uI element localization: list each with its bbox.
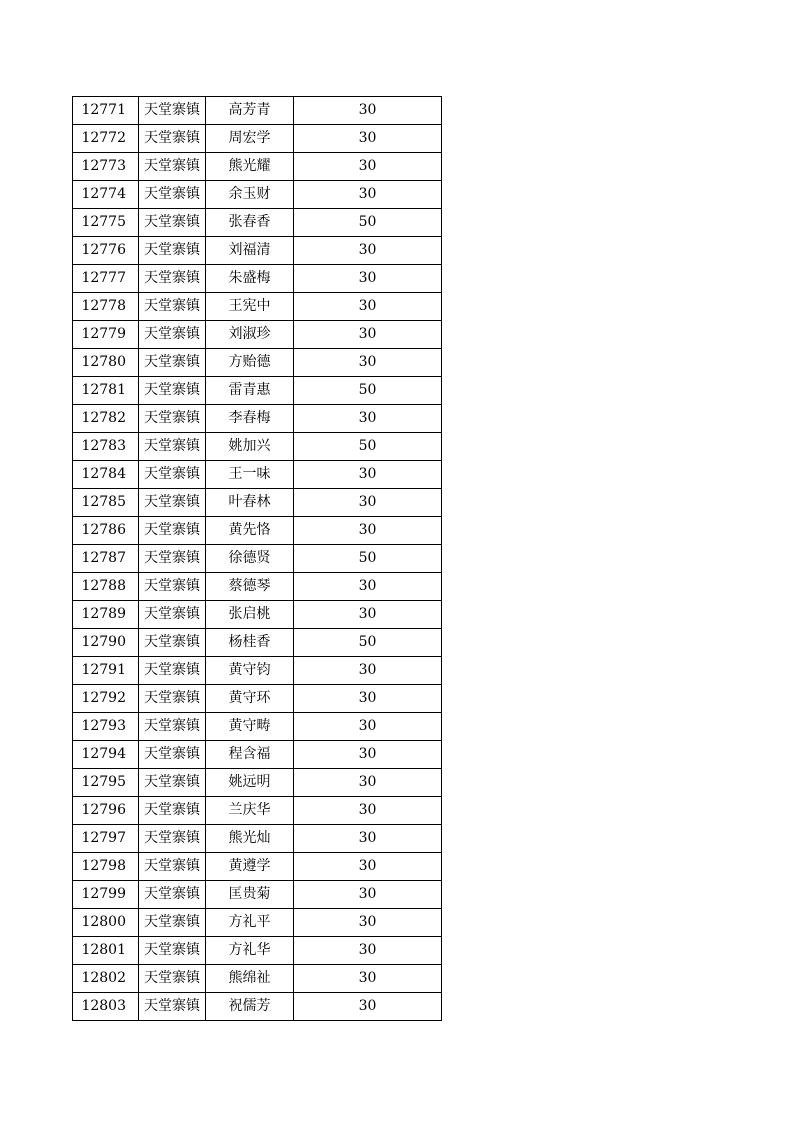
name-cell: 黄先恪 (206, 517, 294, 545)
name-cell: 李春梅 (206, 405, 294, 433)
id-cell (73, 909, 139, 937)
name-cell: 黄守钧 (206, 657, 294, 685)
town-cell: 天堂寨镇 (139, 461, 206, 489)
id-cell-text: 12800 (81, 914, 126, 930)
name-cell: 黄守环 (206, 685, 294, 713)
id-cell (73, 825, 139, 853)
name-cell: 余玉财 (206, 181, 294, 209)
id-cell-text: 12794 (81, 746, 126, 762)
amount-cell: 50 (294, 377, 442, 405)
name-cell: 张启桃 (206, 601, 294, 629)
id-cell-text: 12796 (81, 802, 126, 818)
id-cell (73, 433, 139, 461)
amount-cell: 50 (294, 209, 442, 237)
name-cell: 方礼华 (206, 937, 294, 965)
id-cell (73, 489, 139, 517)
name-cell: 蔡德琴 (206, 573, 294, 601)
id-cell (73, 965, 139, 993)
town-cell: 天堂寨镇 (139, 713, 206, 741)
amount-cell: 30 (294, 293, 442, 321)
amount-cell: 30 (294, 853, 442, 881)
table-row (73, 937, 442, 965)
id-cell (73, 517, 139, 545)
amount-cell: 30 (294, 153, 442, 181)
town-cell: 天堂寨镇 (139, 545, 206, 573)
table-row (73, 993, 442, 1021)
name-cell: 熊光耀 (206, 153, 294, 181)
amount-cell: 50 (294, 433, 442, 461)
name-cell: 张春香 (206, 209, 294, 237)
table-row (73, 741, 442, 769)
table-row (73, 517, 442, 545)
name-cell: 叶春林 (206, 489, 294, 517)
table-row (73, 377, 442, 405)
id-cell (73, 713, 139, 741)
amount-cell: 30 (294, 97, 442, 125)
id-cell-text: 12803 (81, 998, 126, 1014)
id-cell-text: 12783 (81, 438, 126, 454)
table-row (73, 433, 442, 461)
name-cell: 刘福清 (206, 237, 294, 265)
id-cell (73, 545, 139, 573)
table-row (73, 545, 442, 573)
table-row (73, 657, 442, 685)
name-cell: 方贻德 (206, 349, 294, 377)
town-cell: 天堂寨镇 (139, 433, 206, 461)
town-cell: 天堂寨镇 (139, 377, 206, 405)
town-cell: 天堂寨镇 (139, 629, 206, 657)
id-cell-text: 12779 (81, 326, 126, 342)
table-row (73, 237, 442, 265)
id-cell (73, 125, 139, 153)
table-row (73, 965, 442, 993)
name-cell: 王一味 (206, 461, 294, 489)
name-cell: 祝儒芳 (206, 993, 294, 1021)
name-cell: 姚加兴 (206, 433, 294, 461)
id-cell-text: 12777 (81, 270, 126, 286)
amount-cell: 30 (294, 181, 442, 209)
town-cell: 天堂寨镇 (139, 125, 206, 153)
table-row (73, 489, 442, 517)
id-cell (73, 573, 139, 601)
id-cell-text: 12784 (81, 466, 126, 482)
amount-cell: 30 (294, 461, 442, 489)
amount-cell: 50 (294, 629, 442, 657)
table-body (73, 97, 442, 1021)
town-cell: 天堂寨镇 (139, 685, 206, 713)
id-cell (73, 657, 139, 685)
table-row (73, 265, 442, 293)
id-cell (73, 769, 139, 797)
amount-cell: 30 (294, 489, 442, 517)
table-row (73, 209, 442, 237)
id-cell-text: 12775 (81, 214, 126, 230)
data-table (72, 96, 442, 1021)
table-row (73, 405, 442, 433)
id-cell-text: 12773 (81, 158, 126, 174)
id-cell (73, 265, 139, 293)
id-cell (73, 293, 139, 321)
name-cell: 徐德贤 (206, 545, 294, 573)
name-cell: 雷青惠 (206, 377, 294, 405)
table-row (73, 573, 442, 601)
name-cell: 兰庆华 (206, 797, 294, 825)
table-row (73, 909, 442, 937)
id-cell-text: 12791 (81, 662, 126, 678)
amount-cell: 30 (294, 237, 442, 265)
id-cell-text: 12772 (81, 130, 126, 146)
id-cell-text: 12776 (81, 242, 126, 258)
table-row (73, 293, 442, 321)
id-cell-text: 12792 (81, 690, 126, 706)
id-cell-text: 12787 (81, 550, 126, 566)
id-cell (73, 209, 139, 237)
table-row (73, 153, 442, 181)
amount-cell: 30 (294, 797, 442, 825)
town-cell: 天堂寨镇 (139, 937, 206, 965)
id-cell-text: 12781 (81, 382, 126, 398)
name-cell: 程含福 (206, 741, 294, 769)
town-cell: 天堂寨镇 (139, 909, 206, 937)
id-cell-text: 12780 (81, 354, 126, 370)
table-row (73, 349, 442, 377)
id-cell (73, 377, 139, 405)
id-cell (73, 993, 139, 1021)
table-row (73, 461, 442, 489)
town-cell: 天堂寨镇 (139, 321, 206, 349)
amount-cell: 30 (294, 713, 442, 741)
town-cell: 天堂寨镇 (139, 517, 206, 545)
town-cell: 天堂寨镇 (139, 349, 206, 377)
town-cell: 天堂寨镇 (139, 965, 206, 993)
town-cell: 天堂寨镇 (139, 209, 206, 237)
table-row (73, 881, 442, 909)
id-cell-text: 12778 (81, 298, 126, 314)
town-cell: 天堂寨镇 (139, 237, 206, 265)
name-cell: 朱盛梅 (206, 265, 294, 293)
name-cell: 黄守畴 (206, 713, 294, 741)
amount-cell: 30 (294, 517, 442, 545)
id-cell (73, 797, 139, 825)
amount-cell: 30 (294, 965, 442, 993)
id-cell-text: 12801 (81, 942, 126, 958)
name-cell: 高芳青 (206, 97, 294, 125)
table-row (73, 713, 442, 741)
id-cell (73, 881, 139, 909)
id-cell-text: 12793 (81, 718, 126, 734)
table-row (73, 321, 442, 349)
table-row (73, 629, 442, 657)
amount-cell: 30 (294, 349, 442, 377)
id-cell (73, 349, 139, 377)
id-cell (73, 237, 139, 265)
id-cell-text: 12774 (81, 186, 126, 202)
id-cell-text: 12782 (81, 410, 126, 426)
town-cell: 天堂寨镇 (139, 853, 206, 881)
id-cell (73, 461, 139, 489)
id-cell (73, 685, 139, 713)
id-cell-text: 12799 (81, 886, 126, 902)
name-cell: 周宏学 (206, 125, 294, 153)
table-row (73, 685, 442, 713)
town-cell: 天堂寨镇 (139, 825, 206, 853)
town-cell: 天堂寨镇 (139, 993, 206, 1021)
table-row (73, 853, 442, 881)
id-cell-text: 12802 (81, 970, 126, 986)
town-cell: 天堂寨镇 (139, 769, 206, 797)
table-row (73, 797, 442, 825)
id-cell-text: 12795 (81, 774, 126, 790)
table-row (73, 769, 442, 797)
amount-cell: 30 (294, 937, 442, 965)
id-cell (73, 181, 139, 209)
town-cell: 天堂寨镇 (139, 153, 206, 181)
name-cell: 黄遵学 (206, 853, 294, 881)
name-cell: 杨桂香 (206, 629, 294, 657)
name-cell: 熊绵祉 (206, 965, 294, 993)
amount-cell: 30 (294, 405, 442, 433)
town-cell: 天堂寨镇 (139, 741, 206, 769)
id-cell (73, 321, 139, 349)
id-cell-text: 12797 (81, 830, 126, 846)
amount-cell: 30 (294, 321, 442, 349)
table-row (73, 825, 442, 853)
table-row (73, 181, 442, 209)
name-cell: 刘淑珍 (206, 321, 294, 349)
name-cell: 方礼平 (206, 909, 294, 937)
amount-cell: 30 (294, 573, 442, 601)
id-cell (73, 405, 139, 433)
name-cell: 姚远明 (206, 769, 294, 797)
amount-cell: 30 (294, 909, 442, 937)
name-cell: 匡贵菊 (206, 881, 294, 909)
amount-cell: 30 (294, 125, 442, 153)
town-cell: 天堂寨镇 (139, 657, 206, 685)
amount-cell: 30 (294, 993, 442, 1021)
name-cell: 王宪中 (206, 293, 294, 321)
id-cell (73, 153, 139, 181)
id-cell-text: 12785 (81, 494, 126, 510)
town-cell: 天堂寨镇 (139, 881, 206, 909)
id-cell-text: 12798 (81, 858, 126, 874)
amount-cell: 30 (294, 657, 442, 685)
amount-cell: 30 (294, 741, 442, 769)
amount-cell: 30 (294, 825, 442, 853)
id-cell-text: 12786 (81, 522, 126, 538)
id-cell (73, 97, 139, 125)
name-cell: 熊光灿 (206, 825, 294, 853)
amount-cell: 30 (294, 685, 442, 713)
town-cell: 天堂寨镇 (139, 405, 206, 433)
town-cell: 天堂寨镇 (139, 797, 206, 825)
amount-cell: 50 (294, 545, 442, 573)
id-cell-text: 12788 (81, 578, 126, 594)
table-row (73, 601, 442, 629)
id-cell-text: 12790 (81, 634, 126, 650)
town-cell: 天堂寨镇 (139, 573, 206, 601)
id-cell (73, 741, 139, 769)
amount-cell: 30 (294, 265, 442, 293)
amount-cell: 30 (294, 881, 442, 909)
town-cell: 天堂寨镇 (139, 181, 206, 209)
amount-cell: 30 (294, 769, 442, 797)
id-cell-text: 12771 (81, 102, 126, 118)
town-cell: 天堂寨镇 (139, 97, 206, 125)
amount-cell: 30 (294, 601, 442, 629)
town-cell: 天堂寨镇 (139, 601, 206, 629)
table-row (73, 97, 442, 125)
id-cell (73, 937, 139, 965)
id-cell (73, 601, 139, 629)
id-cell-text: 12789 (81, 606, 126, 622)
town-cell: 天堂寨镇 (139, 265, 206, 293)
id-cell (73, 629, 139, 657)
id-cell (73, 853, 139, 881)
town-cell: 天堂寨镇 (139, 489, 206, 517)
table-row (73, 125, 442, 153)
town-cell: 天堂寨镇 (139, 293, 206, 321)
